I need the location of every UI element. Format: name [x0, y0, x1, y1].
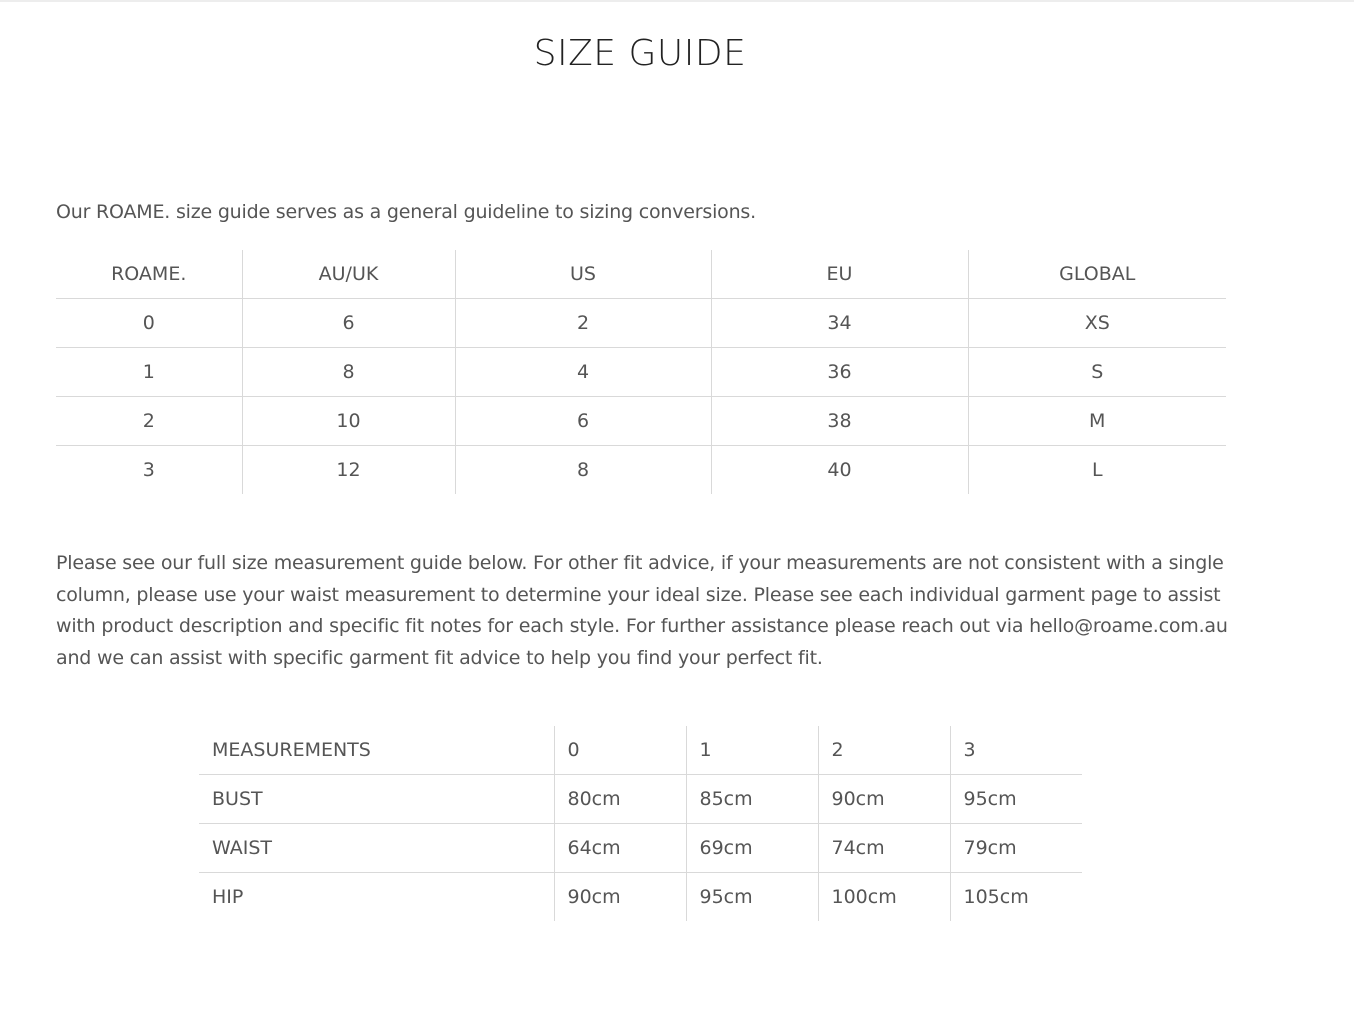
column-header-size-3: 3: [950, 726, 1082, 775]
table-cell: 80cm: [554, 775, 686, 824]
table-cell: 85cm: [686, 775, 818, 824]
table-cell: 95cm: [686, 873, 818, 922]
table-cell: 105cm: [950, 873, 1082, 922]
column-header-us: US: [455, 250, 711, 299]
table-cell: M: [968, 397, 1226, 446]
table-row: [56, 348, 1226, 397]
row-label-bust: BUST: [199, 775, 554, 824]
column-header-eu: EU: [711, 250, 968, 299]
table-cell: 64cm: [554, 824, 686, 873]
column-header-size-2: 2: [818, 726, 950, 775]
table-cell: 10: [242, 397, 455, 446]
table-row: [199, 775, 1082, 824]
column-header-size-0: 0: [554, 726, 686, 775]
measurement-guide-note: Please see our full size measurement guide below. For other fit advice, if your measurements are not consistent with a single column, please use your waist measurement to determine your ideal size. Please see each individual garment page to assist with product description and specific fit notes for each style. For further assistance please reach out via hello@roame.com.au and we can assist with specific garment fit advice to help you find your perfect fit.: [56, 552, 1228, 669]
table-cell: 1: [56, 348, 242, 397]
table-row: [56, 397, 1226, 446]
table-cell: 8: [455, 446, 711, 495]
table-row: [56, 299, 1226, 348]
column-header-roame: ROAME.: [56, 250, 242, 299]
table-cell: 6: [455, 397, 711, 446]
size-table-header-row: [56, 250, 1226, 299]
size-conversion-table: [56, 250, 1226, 494]
page-title: SIZE GUIDE: [533, 33, 747, 74]
table-cell: 3: [142, 459, 155, 481]
table-cell: 2: [56, 397, 242, 446]
table-cell: 0: [56, 299, 242, 348]
row-label-waist: WAIST: [199, 824, 554, 873]
size-guide-intro: Our ROAME. size guide serves as a general guideline to sizing conversions.: [56, 201, 756, 223]
table-cell: 12: [242, 446, 455, 495]
table-cell: 40: [711, 446, 968, 495]
measurements-header-row: [199, 726, 1082, 775]
table-row: [56, 446, 1226, 495]
table-cell: 74cm: [818, 824, 950, 873]
table-cell: 38: [711, 397, 968, 446]
table-cell: 2: [455, 299, 711, 348]
table-cell: 6: [242, 299, 455, 348]
table-cell: 8: [242, 348, 455, 397]
measurements-table: [199, 726, 1082, 921]
table-cell: 69cm: [686, 824, 818, 873]
table-cell: XS: [968, 299, 1226, 348]
table-cell: 79cm: [950, 824, 1082, 873]
table-cell: 90cm: [818, 775, 950, 824]
table-cell: 34: [711, 299, 968, 348]
column-header-measurements: MEASUREMENTS: [199, 726, 554, 775]
row-label-hip: HIP: [212, 886, 244, 908]
table-row: [199, 824, 1082, 873]
table-cell: 36: [711, 348, 968, 397]
table-cell: 95cm: [950, 775, 1082, 824]
column-header-au-uk: AU/UK: [242, 250, 455, 299]
table-row: [199, 873, 1082, 922]
top-divider: [0, 0, 1354, 2]
column-header-size-1: 1: [686, 726, 818, 775]
column-header-global: GLOBAL: [968, 250, 1226, 299]
table-cell: 100cm: [818, 873, 950, 922]
table-cell: 90cm: [554, 873, 686, 922]
table-cell: L: [968, 446, 1226, 495]
table-cell: 4: [455, 348, 711, 397]
table-cell: S: [968, 348, 1226, 397]
